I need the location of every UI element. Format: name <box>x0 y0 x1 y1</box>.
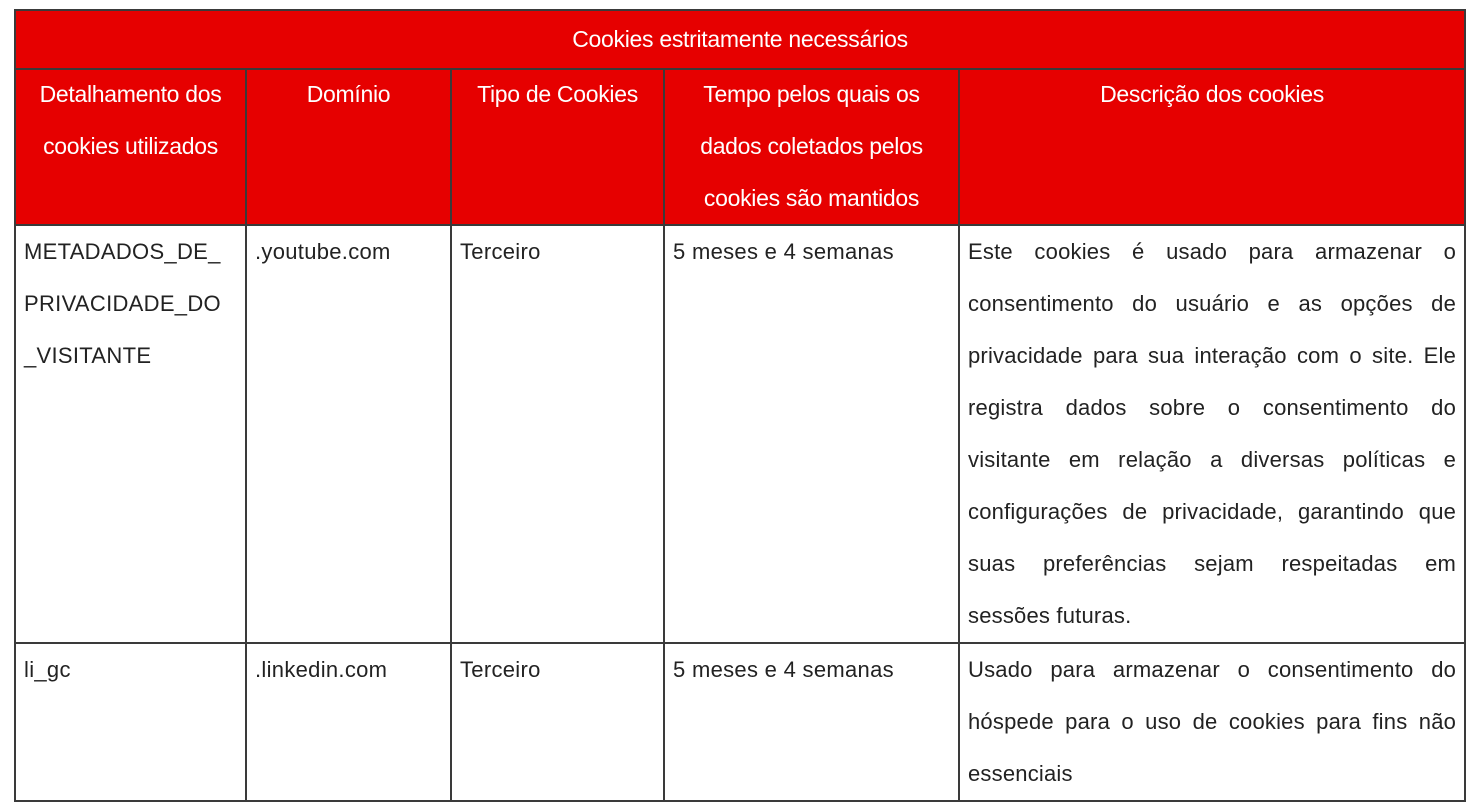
cookie-domain-cell: .youtube.com <box>246 225 451 643</box>
cookie-name-cell: li_gc <box>15 643 246 801</box>
table-row <box>15 643 1465 801</box>
cookie-duration-cell: 5 meses e 4 semanas <box>664 225 959 643</box>
cookie-domain-cell: .linkedin.com <box>246 643 451 801</box>
cookie-name-cell: METADADOS_DE_ PRIVACIDADE_DO _VISITANTE <box>15 225 246 643</box>
table-row <box>15 225 1465 643</box>
cookie-description-cell: Usado para armazenar o consentimento do hóspede para o uso de cookies para fins não essenciais <box>959 643 1465 801</box>
column-header-type: Tipo de Cookies <box>451 69 664 225</box>
column-header-description: Descrição dos cookies <box>959 69 1465 225</box>
table-title-row <box>15 10 1465 69</box>
cookie-duration-cell: 5 meses e 4 semanas <box>664 643 959 801</box>
cookies-table <box>14 9 1466 802</box>
cookie-type-cell: Terceiro <box>451 643 664 801</box>
cookie-type-cell: Terceiro <box>451 225 664 643</box>
cookie-description-cell: Este cookies é usado para armazenar o consentimento do usuário e as opções de privacidade para sua interação com o site. Ele registra dados sobre o consentimento do visitante em relação a diversas políticas e configurações de privacidade, garantindo que suas preferências sejam respeitadas em sessões futuras. <box>959 225 1465 643</box>
table-header-row <box>15 69 1465 225</box>
table-title: Cookies estritamente necessários <box>15 10 1465 69</box>
column-header-details: Detalhamento dos cookies utilizados <box>15 69 246 225</box>
column-header-duration: Tempo pelos quais os dados coletados pelos cookies são mantidos <box>664 69 959 225</box>
column-header-domain: Domínio <box>246 69 451 225</box>
